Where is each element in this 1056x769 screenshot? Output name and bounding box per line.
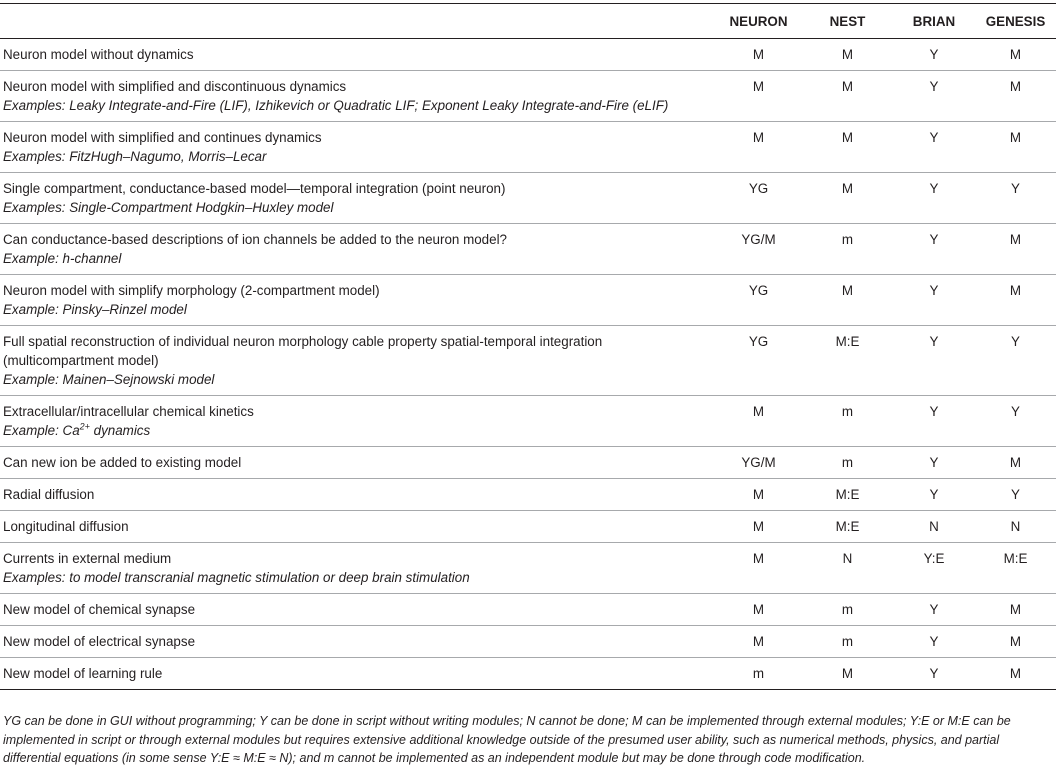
value-cell-nest: M (841, 181, 854, 196)
table-row (0, 511, 1056, 543)
value-cell-nest: m (841, 232, 854, 247)
feature-example: Example: h-channel (3, 251, 122, 266)
value-cell-neuron: YG (748, 181, 769, 196)
feature-label: Full spatial reconstruction of individual neuron morphology cable property spatial-temporal integration (multicompartment model) (3, 334, 603, 368)
value-cell-nest: M:E (835, 519, 860, 534)
example-superscript: 2+ (79, 421, 90, 432)
table-row (0, 479, 1056, 511)
value-cell-neuron: YG/M (741, 455, 776, 470)
value-cell-neuron: M (752, 551, 765, 566)
feature-example (3, 421, 707, 440)
value-cell-genesis: M (1009, 634, 1022, 649)
feature-cell (0, 658, 715, 690)
value-cell-brian: Y (929, 455, 939, 470)
value-cell-genesis: M (1009, 283, 1022, 298)
feature-example: Examples: to model transcranial magnetic stimulation or deep brain stimulation (3, 570, 470, 585)
value-cell-nest: m (841, 404, 854, 419)
feature-example: Example: Mainen–Sejnowski model (3, 372, 215, 387)
table-row (0, 594, 1056, 626)
value-cell-brian: Y (929, 181, 939, 196)
value-cell-brian: Y (929, 487, 939, 502)
value-cell-brian: Y (929, 232, 939, 247)
feature-cell (0, 173, 715, 224)
value-cell-neuron: m (752, 666, 765, 681)
feature-cell (0, 447, 715, 479)
value-cell-neuron: YG/M (741, 232, 776, 247)
value-cell-nest: M (841, 47, 854, 62)
feature-example: Examples: Single-Compartment Hodgkin–Huxley model (3, 200, 334, 215)
feature-cell (0, 224, 715, 275)
feature-cell (0, 594, 715, 626)
value-cell-brian: N (929, 519, 939, 534)
value-cell-nest: M:E (835, 487, 860, 502)
value-cell-brian: Y (929, 79, 939, 94)
value-cell-neuron: YG (748, 334, 769, 349)
feature-label: New model of chemical synapse (3, 602, 196, 617)
feature-label: Single compartment, conductance-based model—temporal integration (point neuron) (3, 181, 506, 196)
table-row (0, 396, 1056, 447)
value-cell-genesis: M:E (1003, 551, 1028, 566)
header-genesis: GENESIS (985, 13, 1046, 29)
feature-cell (0, 326, 715, 396)
value-cell-neuron: M (752, 130, 765, 145)
value-cell-genesis: M (1009, 666, 1022, 681)
table-row (0, 71, 1056, 122)
feature-label: Radial diffusion (3, 487, 95, 502)
feature-cell (0, 511, 715, 543)
value-cell-brian: Y (929, 404, 939, 419)
table-row (0, 658, 1056, 690)
feature-label: New model of electrical synapse (3, 634, 196, 649)
value-cell-brian: Y (929, 283, 939, 298)
value-cell-brian: Y (929, 334, 939, 349)
feature-label: New model of learning rule (3, 666, 163, 681)
value-cell-brian: Y (929, 47, 939, 62)
feature-cell (0, 275, 715, 326)
table-row (0, 626, 1056, 658)
table-row (0, 326, 1056, 396)
value-cell-nest: m (841, 455, 854, 470)
value-cell-neuron: M (752, 47, 765, 62)
value-cell-nest: m (841, 602, 854, 617)
value-cell-neuron: M (752, 634, 765, 649)
feature-label: Neuron model with simplified and discontinuous dynamics (3, 79, 347, 94)
table-row (0, 173, 1056, 224)
feature-example: Examples: FitzHugh–Nagumo, Morris–Lecar (3, 149, 267, 164)
feature-label: Can conductance-based descriptions of ion channels be added to the neuron model? (3, 232, 507, 247)
value-cell-nest: N (842, 551, 853, 566)
feature-label: Can new ion be added to existing model (3, 455, 242, 470)
value-cell-genesis: Y (1011, 334, 1020, 349)
value-cell-genesis: Y (1011, 404, 1020, 419)
feature-cell (0, 39, 715, 71)
value-cell-brian: Y:E (923, 551, 945, 566)
header-nest: NEST (829, 13, 866, 29)
value-cell-genesis: Y (1011, 487, 1020, 502)
feature-cell (0, 543, 715, 594)
feature-cell (0, 396, 715, 447)
header-neuron: NEURON (729, 13, 788, 29)
feature-label: Neuron model without dynamics (3, 47, 194, 62)
value-cell-nest: M (841, 79, 854, 94)
value-cell-neuron: M (752, 404, 765, 419)
value-cell-nest: M (841, 283, 854, 298)
value-cell-nest: M (841, 130, 854, 145)
example-prefix: Example: Ca (3, 423, 80, 438)
feature-example: Examples: Leaky Integrate-and-Fire (LIF), Izhikevich or Quadratic LIF; Exponent Leaky Integrate-and-Fire (eLIF) (3, 98, 669, 113)
table-row (0, 447, 1056, 479)
value-cell-brian: Y (929, 666, 939, 681)
feature-label: Neuron model with simplified and continues dynamics (3, 130, 322, 145)
value-cell-neuron: M (752, 79, 765, 94)
example-suffix: dynamics (89, 423, 151, 438)
feature-label: Neuron model with simplify morphology (2-compartment model) (3, 283, 380, 298)
value-cell-genesis: M (1009, 455, 1022, 470)
table-row (0, 122, 1056, 173)
value-cell-neuron: YG (748, 283, 769, 298)
value-cell-genesis: M (1009, 130, 1022, 145)
feature-example: Example: Pinsky–Rinzel model (3, 302, 187, 317)
value-cell-neuron: M (752, 487, 765, 502)
feature-cell (0, 122, 715, 173)
feature-cell (0, 479, 715, 511)
feature-label: Extracellular/intracellular chemical kinetics (3, 404, 254, 419)
value-cell-genesis: N (1010, 519, 1021, 534)
comparison-table (0, 3, 1056, 690)
value-cell-nest: m (841, 634, 854, 649)
table-row (0, 224, 1056, 275)
value-cell-genesis: M (1009, 602, 1022, 617)
table-row (0, 39, 1056, 71)
value-cell-nest: M (841, 666, 854, 681)
value-cell-nest: M:E (835, 334, 860, 349)
value-cell-genesis: M (1009, 79, 1022, 94)
value-cell-genesis: M (1009, 47, 1022, 62)
value-cell-neuron: M (752, 602, 765, 617)
value-cell-brian: Y (929, 130, 939, 145)
feature-cell (0, 626, 715, 658)
table-row (0, 275, 1056, 326)
value-cell-neuron: M (752, 519, 765, 534)
value-cell-brian: Y (929, 602, 939, 617)
feature-label: Longitudinal diffusion (3, 519, 129, 534)
table-row (0, 543, 1056, 594)
value-cell-genesis: M (1009, 232, 1022, 247)
table-footnote: YG can be done in GUI without programming; Y can be done in script without writing modules; N cannot be done; M can be implemented through external modules; Y:E or M:E can be implemented in script or through external modules but requires extensive additional knowledge outside of the presumed user ability, such as numerical methods, physics, and partial differential equations (in some sense Y:E ≈ M:E ≈ N); and m cannot be implemented as an independent module but may be done through code modification. (3, 714, 1011, 765)
header-feature (0, 4, 715, 39)
header-row (0, 4, 1056, 39)
feature-cell (0, 71, 715, 122)
header-brian: BRIAN (912, 13, 956, 29)
value-cell-genesis: Y (1011, 181, 1020, 196)
feature-label: Currents in external medium (3, 551, 172, 566)
value-cell-brian: Y (929, 634, 939, 649)
